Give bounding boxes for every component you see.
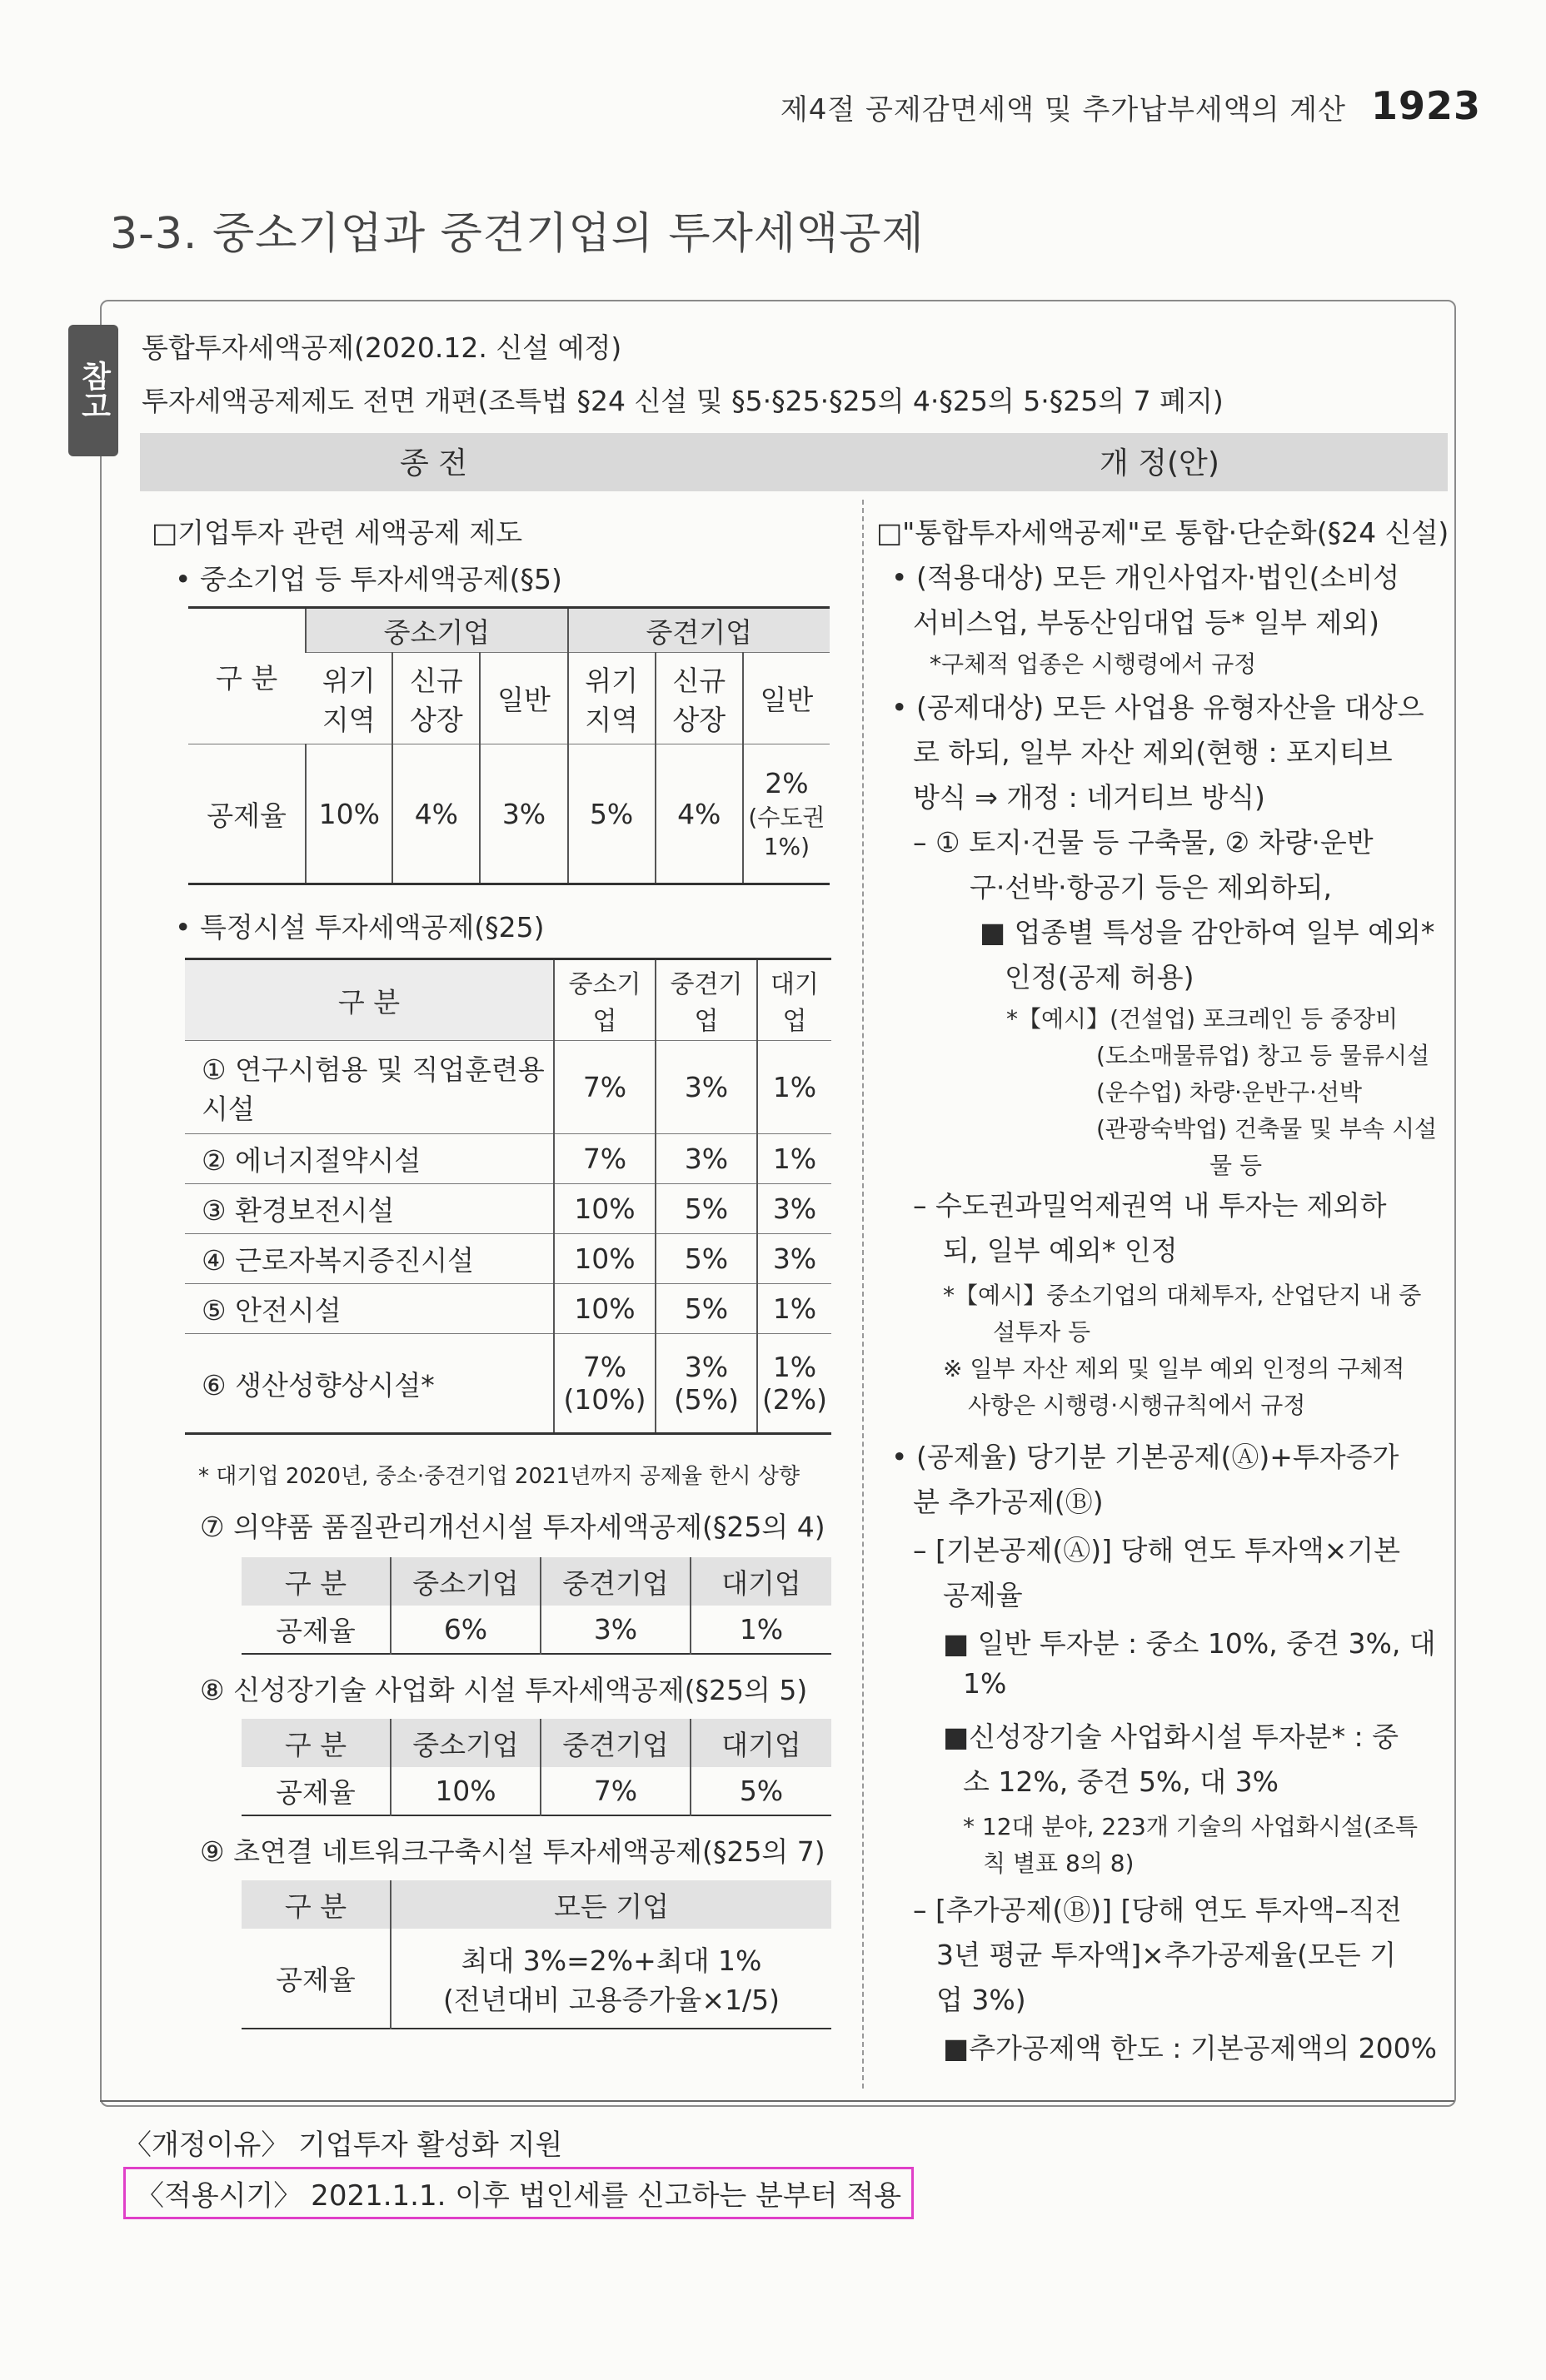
- t2-large: 대기업: [757, 959, 831, 1041]
- t8-h: 중소기업: [391, 1719, 541, 1767]
- right-line: 인정(공제 허용): [1005, 961, 1194, 993]
- t8-h: 구 분: [242, 1719, 391, 1767]
- footer-divider: [100, 2100, 1454, 2102]
- t1-gubun: 구 분: [188, 608, 306, 744]
- t8-r: 10%: [391, 1767, 541, 1815]
- t2-cell: 5%: [656, 1234, 757, 1284]
- chapter-title: 제4절 공제감면세액 및 추가납부세액의 계산: [780, 93, 1346, 127]
- right-line: – 수도권과밀억제권역 내 투자는 제외하: [913, 1189, 1387, 1222]
- t2-row-label: ⑤ 안전시설: [185, 1284, 554, 1334]
- t9-label: 공제율: [276, 1964, 356, 1996]
- page-number: 1923: [1370, 83, 1481, 128]
- right-line: 1%: [963, 1667, 1007, 1700]
- t7-h: 중소기업: [391, 1557, 541, 1606]
- t1-ilban-2: 일반: [743, 653, 830, 744]
- t2-cell: 3%: [656, 1134, 757, 1184]
- right-line: *구체적 업종은 시행령에서 규정: [930, 650, 1257, 678]
- t9-line1: 최대 3%=2%+최대 1%: [461, 1944, 762, 1977]
- t1-cell-last: [743, 744, 830, 884]
- right-line: 칙 별표 8의 8): [983, 1850, 1135, 1877]
- right-line: 방식 ⇒ 개정 : 네거티브 방식): [913, 781, 1265, 814]
- right-line: 사항은 시행령·시행규칙에서 규정: [968, 1392, 1306, 1419]
- t2-note: * 대기업 2020년, 중소·중견기업 2021년까지 공제율 한시 상향: [198, 1464, 800, 1489]
- right-line: ■신성장기술 사업화시설 투자분* : 중: [943, 1720, 1399, 1753]
- t2-mid: 중견기업: [656, 959, 757, 1041]
- column-header-band: [140, 433, 1448, 491]
- right-line: ■추가공제액 한도 : 기본공제액의 200%: [943, 2032, 1438, 2064]
- reference-badge: [68, 325, 118, 456]
- t7-h: 중견기업: [541, 1557, 691, 1606]
- right-line: 서비스업, 부동산임대업 등* 일부 제외): [913, 606, 1379, 639]
- right-line: 소 12%, 중견 5%, 대 3%: [963, 1765, 1279, 1798]
- t2-cell: 10%: [554, 1234, 656, 1284]
- t7-r: 1%: [691, 1606, 831, 1654]
- t2-cell: 3% (5%): [656, 1334, 757, 1434]
- t7-h: 대기업: [691, 1557, 831, 1606]
- table-row: [185, 1041, 831, 1134]
- column-before: 종 전: [400, 446, 467, 480]
- t1-last-note: (수도권 1%): [748, 804, 825, 860]
- s9-title: ⑨ 초연결 네트워크구축시설 투자세액공제(§25의 7): [200, 1835, 825, 1868]
- right-line: • (적용대상) 모든 개인사업자·법인(소비성: [891, 561, 1400, 594]
- right-line: □"통합투자세액공제"로 통합·단순화(§24 신설): [876, 516, 1449, 549]
- t9-h: 모든 기업: [391, 1880, 831, 1929]
- t1-row-label: 공제율: [188, 744, 306, 884]
- t1-cell: 5%: [568, 744, 656, 884]
- t2-row-label: ① 연구시험용 및 직업훈련용 시설: [185, 1041, 554, 1134]
- t2-cell: 5%: [656, 1284, 757, 1334]
- section-title: 3-3. 중소기업과 중견기업의 투자세액공제: [110, 209, 925, 259]
- s2-title: • 특정시설 투자세액공제(§25): [175, 911, 545, 944]
- t9-value: [391, 1929, 831, 2029]
- t2-cell: 1%: [757, 1041, 831, 1134]
- t2-cell: 10%: [554, 1284, 656, 1334]
- t9-h: 구 분: [242, 1880, 391, 1929]
- intro-line-1: 통합투자세액공제(2020.12. 신설 예정): [142, 331, 622, 364]
- t8-r: 7%: [541, 1767, 691, 1815]
- table-row: [185, 1184, 831, 1234]
- t2-cell: 3%: [656, 1041, 757, 1134]
- pharma-table: [242, 1557, 831, 1655]
- t8-h: 중견기업: [541, 1719, 691, 1767]
- s1-title: • 중소기업 등 투자세액공제(§5): [175, 563, 562, 595]
- right-line: *【예시】(건설업) 포크레인 등 중장비: [1006, 1005, 1399, 1033]
- right-line: * 12대 분야, 223개 기술의 사업화시설(조특: [963, 1813, 1419, 1840]
- right-line: 공제율: [943, 1579, 1023, 1611]
- right-line: – [기본공제(Ⓐ)] 당해 연도 투자액×기본: [913, 1534, 1401, 1566]
- t2-row-label: ② 에너지절약시설: [185, 1134, 554, 1184]
- t1-cell: 10%: [306, 744, 392, 884]
- t1-cell: 3%: [480, 744, 567, 884]
- t1-ilban-1: 일반: [480, 653, 567, 744]
- t1-last-value: 2%: [765, 767, 809, 799]
- s8-title: ⑧ 신성장기술 사업화 시설 투자세액공제(§25의 5): [200, 1674, 808, 1706]
- application-period: 〈적용시기〉 2021.1.1. 이후 법인세를 신고하는 분부터 적용: [123, 2167, 914, 2219]
- t8-h: 대기업: [691, 1719, 831, 1767]
- right-line: (관광숙박업) 건축물 및 부속 시설: [1096, 1115, 1438, 1143]
- running-header: [780, 83, 1481, 128]
- t2-cell: 7%: [554, 1134, 656, 1184]
- right-column: [876, 511, 1451, 2072]
- t1-wigi-1: 위기지역: [306, 653, 392, 744]
- t1-wigi-2: 위기지역: [568, 653, 656, 744]
- t8-r: 5%: [691, 1767, 831, 1815]
- table-row: [185, 1284, 831, 1334]
- right-line: – [추가공제(Ⓑ)] [당해 연도 투자액–직전: [913, 1894, 1402, 1926]
- badge-text: 참고: [77, 361, 111, 421]
- column-after: 개 정(안): [1100, 446, 1219, 480]
- intro-line-2: 투자세액공제제도 전면 개편(조특법 §24 신설 및 §5·§25·§25의 4·§25의 5·§25의 7 폐지): [142, 385, 1224, 417]
- right-line: ■ 업종별 특성을 감안하여 일부 예외*: [980, 916, 1435, 949]
- right-line: (도소매물류업) 창고 등 물류시설: [1096, 1042, 1430, 1069]
- revision-reason: 〈개정이유〉 기업투자 활성화 지원: [123, 2129, 563, 2162]
- t1-singyu-1: 신규상장: [392, 653, 480, 744]
- t2-gubun: 구 분: [185, 959, 554, 1041]
- t2-cell: 1%: [757, 1284, 831, 1334]
- s7-title: ⑦ 의약품 품질관리개선시설 투자세액공제(§25의 4): [200, 1511, 825, 1543]
- t2-cell: 1% (2%): [757, 1334, 831, 1434]
- t7-h: 구 분: [242, 1557, 391, 1606]
- right-line: • (공제율) 당기분 기본공제(Ⓐ)+투자증가: [891, 1441, 1399, 1473]
- t2-cell: 3%: [757, 1184, 831, 1234]
- t2-cell: 3%: [757, 1234, 831, 1284]
- t1-singyu-2: 신규상장: [656, 653, 743, 744]
- right-line: *【예시】중소기업의 대체투자, 산업단지 내 중: [943, 1282, 1422, 1309]
- t7-r: 3%: [541, 1606, 691, 1654]
- right-line: (운수업) 차량·운반구·선박: [1096, 1078, 1363, 1106]
- new-growth-table: [242, 1719, 831, 1816]
- t1-sme-header: 중소기업: [306, 608, 567, 653]
- right-line: 되, 일부 예외* 인정: [943, 1234, 1178, 1267]
- right-line: • (공제대상) 모든 사업용 유형자산을 대상으: [891, 691, 1424, 724]
- t9-line2: (전년대비 고용증가율×1/5): [443, 1983, 780, 2016]
- special-facility-table: [185, 958, 831, 1435]
- network-table: [242, 1880, 831, 2029]
- right-line: ■ 일반 투자분 : 중소 10%, 중견 3%, 대: [943, 1627, 1436, 1660]
- table-row: [185, 1134, 831, 1184]
- right-line: ※ 일부 자산 제외 및 일부 예외 인정의 구체적: [943, 1355, 1405, 1382]
- table-row: [185, 1334, 831, 1434]
- t2-row-label: ⑥ 생산성향상시설*: [185, 1334, 554, 1434]
- right-line: 구·선박·항공기 등은 제외하되,: [970, 871, 1332, 904]
- right-line: 3년 평균 투자액]×추가공제율(모든 기: [936, 1939, 1397, 1971]
- t2-row-label: ③ 환경보전시설: [185, 1184, 554, 1234]
- t2-sme: 중소기업: [554, 959, 656, 1041]
- t2-cell: 5%: [656, 1184, 757, 1234]
- t1-mid-header: 중견기업: [568, 608, 830, 653]
- right-line: 로 하되, 일부 자산 제외(현행 : 포지티브: [913, 736, 1393, 769]
- table-row: [185, 1234, 831, 1284]
- t1-cell: 4%: [392, 744, 480, 884]
- t2-cell: 1%: [757, 1134, 831, 1184]
- t7-r: 6%: [391, 1606, 541, 1654]
- right-line: 물 등: [1209, 1152, 1262, 1179]
- t2-cell: 7% (10%): [554, 1334, 656, 1434]
- t2-cell: 7%: [554, 1041, 656, 1134]
- t8-r: 공제율: [276, 1776, 356, 1809]
- t7-r: 공제율: [276, 1615, 356, 1647]
- t1-cell: 4%: [656, 744, 743, 884]
- column-divider: [862, 500, 865, 2089]
- sme-investment-table: [188, 606, 830, 885]
- left-heading: □기업투자 관련 세액공제 제도: [152, 516, 523, 549]
- right-line: 업 3%): [936, 1984, 1026, 2016]
- right-line: 분 추가공제(Ⓑ): [913, 1486, 1104, 1518]
- right-line: – ① 토지·건물 등 구축물, ② 차량·운반: [913, 826, 1374, 859]
- right-line: 설투자 등: [993, 1318, 1091, 1346]
- t2-row-label: ④ 근로자복지증진시설: [185, 1234, 554, 1284]
- t2-cell: 10%: [554, 1184, 656, 1234]
